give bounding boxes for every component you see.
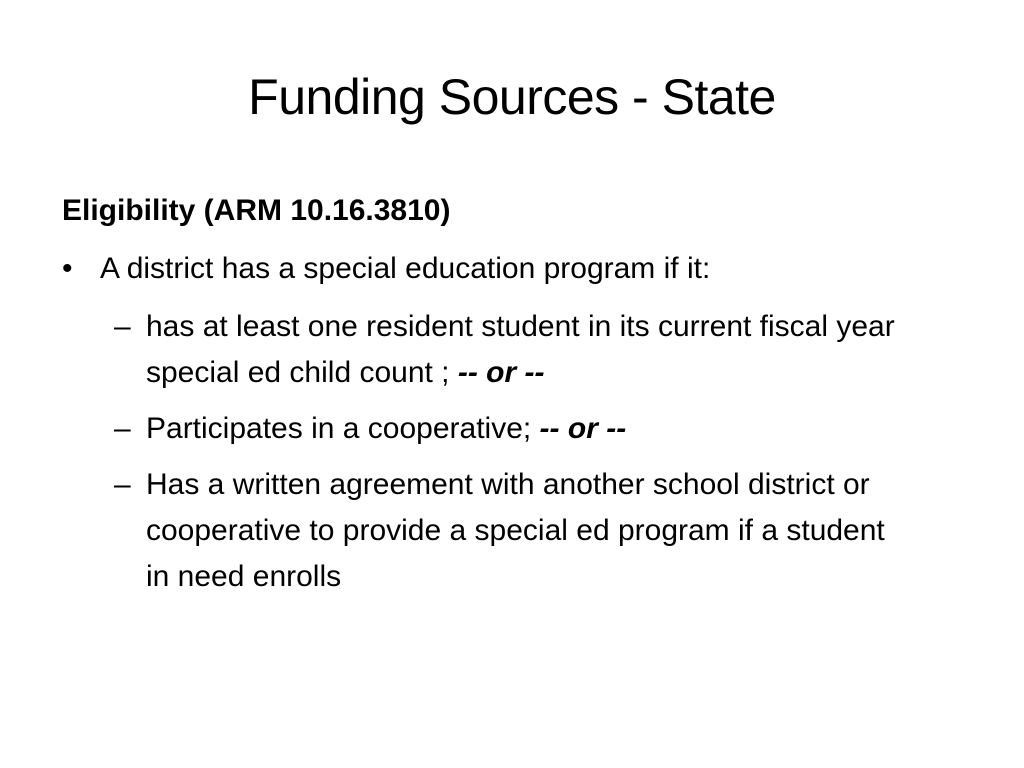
- dash-icon: –: [114, 412, 131, 445]
- or-emphasis: -- or --: [457, 356, 545, 389]
- dash-icon: –: [114, 310, 131, 343]
- sub-item-text: [146, 462, 906, 600]
- sub-item-body: Has a written agreement with another school district or cooperative to provide a special ed program if a student in need enrolls: [146, 468, 885, 593]
- slide-title: Funding Sources - State: [248, 69, 776, 125]
- eligibility-heading: Eligibility (ARM 10.16.3810): [62, 194, 451, 227]
- sub-item-cooperative: [114, 406, 962, 452]
- bullet-item: [62, 246, 962, 292]
- sub-item-body: Participates in a cooperative;: [146, 412, 540, 445]
- dash-icon: –: [114, 468, 131, 501]
- sub-item-written-agreement: [114, 462, 962, 600]
- slide-content: [62, 188, 962, 610]
- sub-item-text: [146, 406, 906, 452]
- or-emphasis: -- or --: [539, 412, 627, 445]
- bullet-icon: •: [62, 252, 73, 285]
- bullet-text: A district has a special education program if it:: [100, 252, 711, 285]
- sub-item-body: has at least one resident student in its current fiscal year special ed child count ;: [146, 310, 895, 389]
- sub-item-resident-student: [114, 304, 962, 396]
- sub-item-text: [146, 304, 906, 396]
